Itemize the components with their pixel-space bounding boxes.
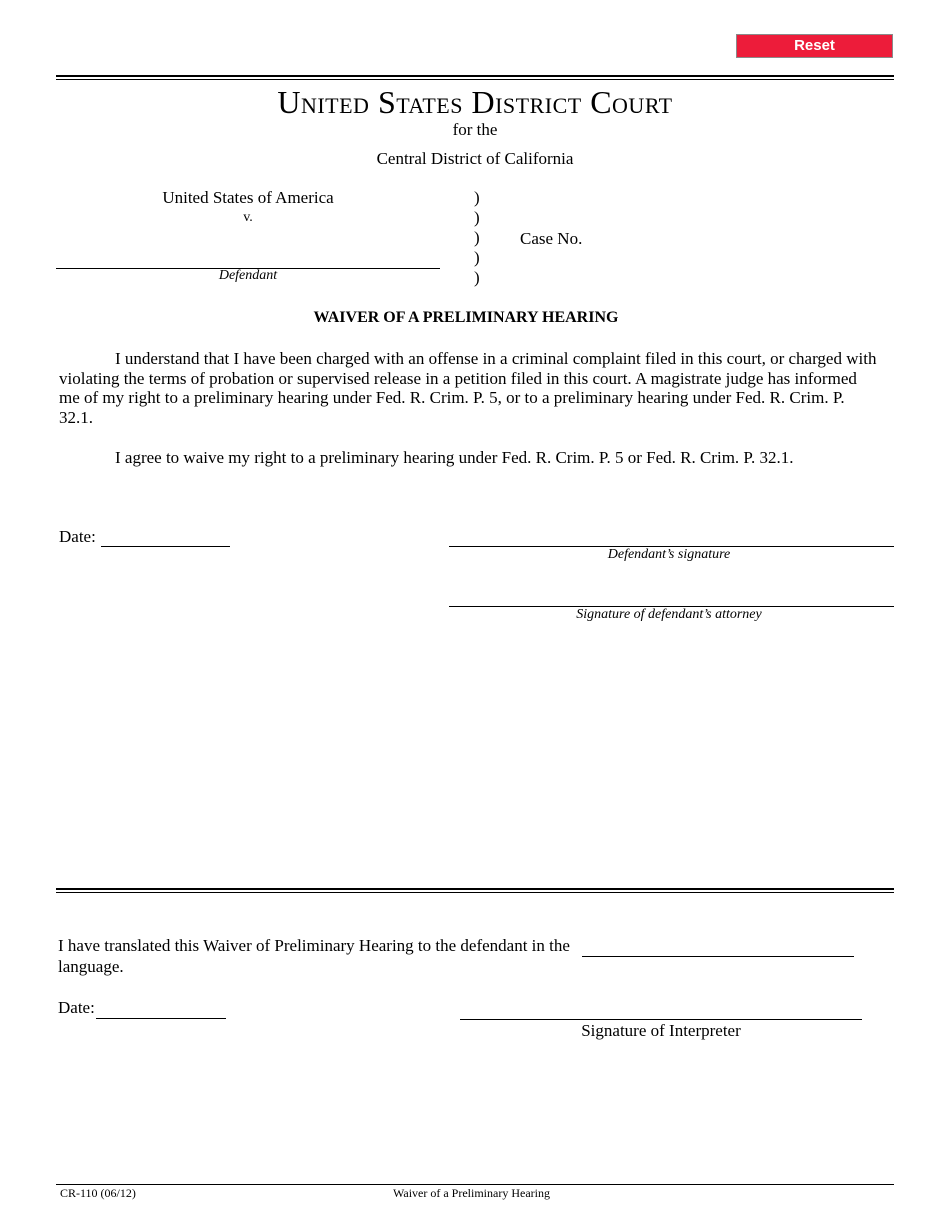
interpreter-signature-label: Signature of Interpreter: [581, 1021, 741, 1040]
language-word: language.: [58, 957, 124, 976]
defendant-signature-input[interactable]: [449, 528, 894, 547]
interpreter-statement: I have translated this Waiver of Preliminary Hearing to the defendant in the: [58, 936, 570, 955]
date-label: Date:: [59, 527, 96, 546]
court-title: United States District Court: [277, 84, 673, 120]
for-the-text: for the: [452, 120, 498, 139]
paragraph-1-line-4: 32.1.: [59, 408, 93, 427]
form-code: CR-110 (06/12): [60, 1186, 136, 1200]
paragraph-1-line-2: violating the terms of probation or supervised release in a petition filed in this court. A magistrate judge has informed: [59, 369, 857, 388]
language-input[interactable]: [582, 938, 854, 957]
caption-paren: ): [474, 208, 480, 227]
caption-paren: ): [474, 228, 480, 247]
top-rule-lower: [56, 79, 894, 80]
interpreter-rule-lower: [56, 892, 894, 893]
caption-paren: ): [474, 188, 480, 207]
caption-paren: ): [474, 248, 480, 267]
attorney-signature-input[interactable]: [449, 588, 894, 607]
interpreter-date-input[interactable]: [96, 1000, 226, 1019]
versus-text: v.: [243, 210, 253, 225]
district-name: Central District of California: [376, 149, 574, 168]
footer-rule: [56, 1184, 894, 1185]
top-rule-upper: [56, 75, 894, 77]
plaintiff-name: United States of America: [162, 188, 334, 207]
date-input[interactable]: [101, 528, 230, 547]
defendant-name-input[interactable]: [56, 250, 440, 269]
case-number-input[interactable]: [590, 228, 890, 246]
paragraph-1-line-1: I understand that I have been charged with an offense in a criminal complaint filed in this court, or charged with: [115, 349, 877, 368]
defendant-label: Defendant: [218, 268, 278, 283]
case-no-label: Case No.: [520, 229, 583, 248]
caption-paren: ): [474, 268, 480, 287]
defendant-signature-label: Defendant’s signature: [607, 547, 731, 562]
paragraph-2: I agree to waive my right to a preliminary hearing under Fed. R. Crim. P. 5 or Fed. R. Crim. P. 32.1.: [115, 448, 794, 467]
reset-button[interactable]: Reset: [736, 34, 893, 58]
interpreter-signature-input[interactable]: [460, 1001, 862, 1020]
interpreter-date-label: Date:: [58, 998, 95, 1017]
attorney-signature-label: Signature of defendant’s attorney: [576, 607, 762, 622]
interpreter-rule-upper: [56, 888, 894, 890]
footer-form-title: Waiver of a Preliminary Hearing: [393, 1186, 550, 1200]
document-title: WAIVER OF A PRELIMINARY HEARING: [313, 309, 619, 326]
paragraph-1-line-3: me of my right to a preliminary hearing under Fed. R. Crim. P. 5, or to a preliminary hearing under Fed. R. Crim. P.: [59, 388, 845, 407]
